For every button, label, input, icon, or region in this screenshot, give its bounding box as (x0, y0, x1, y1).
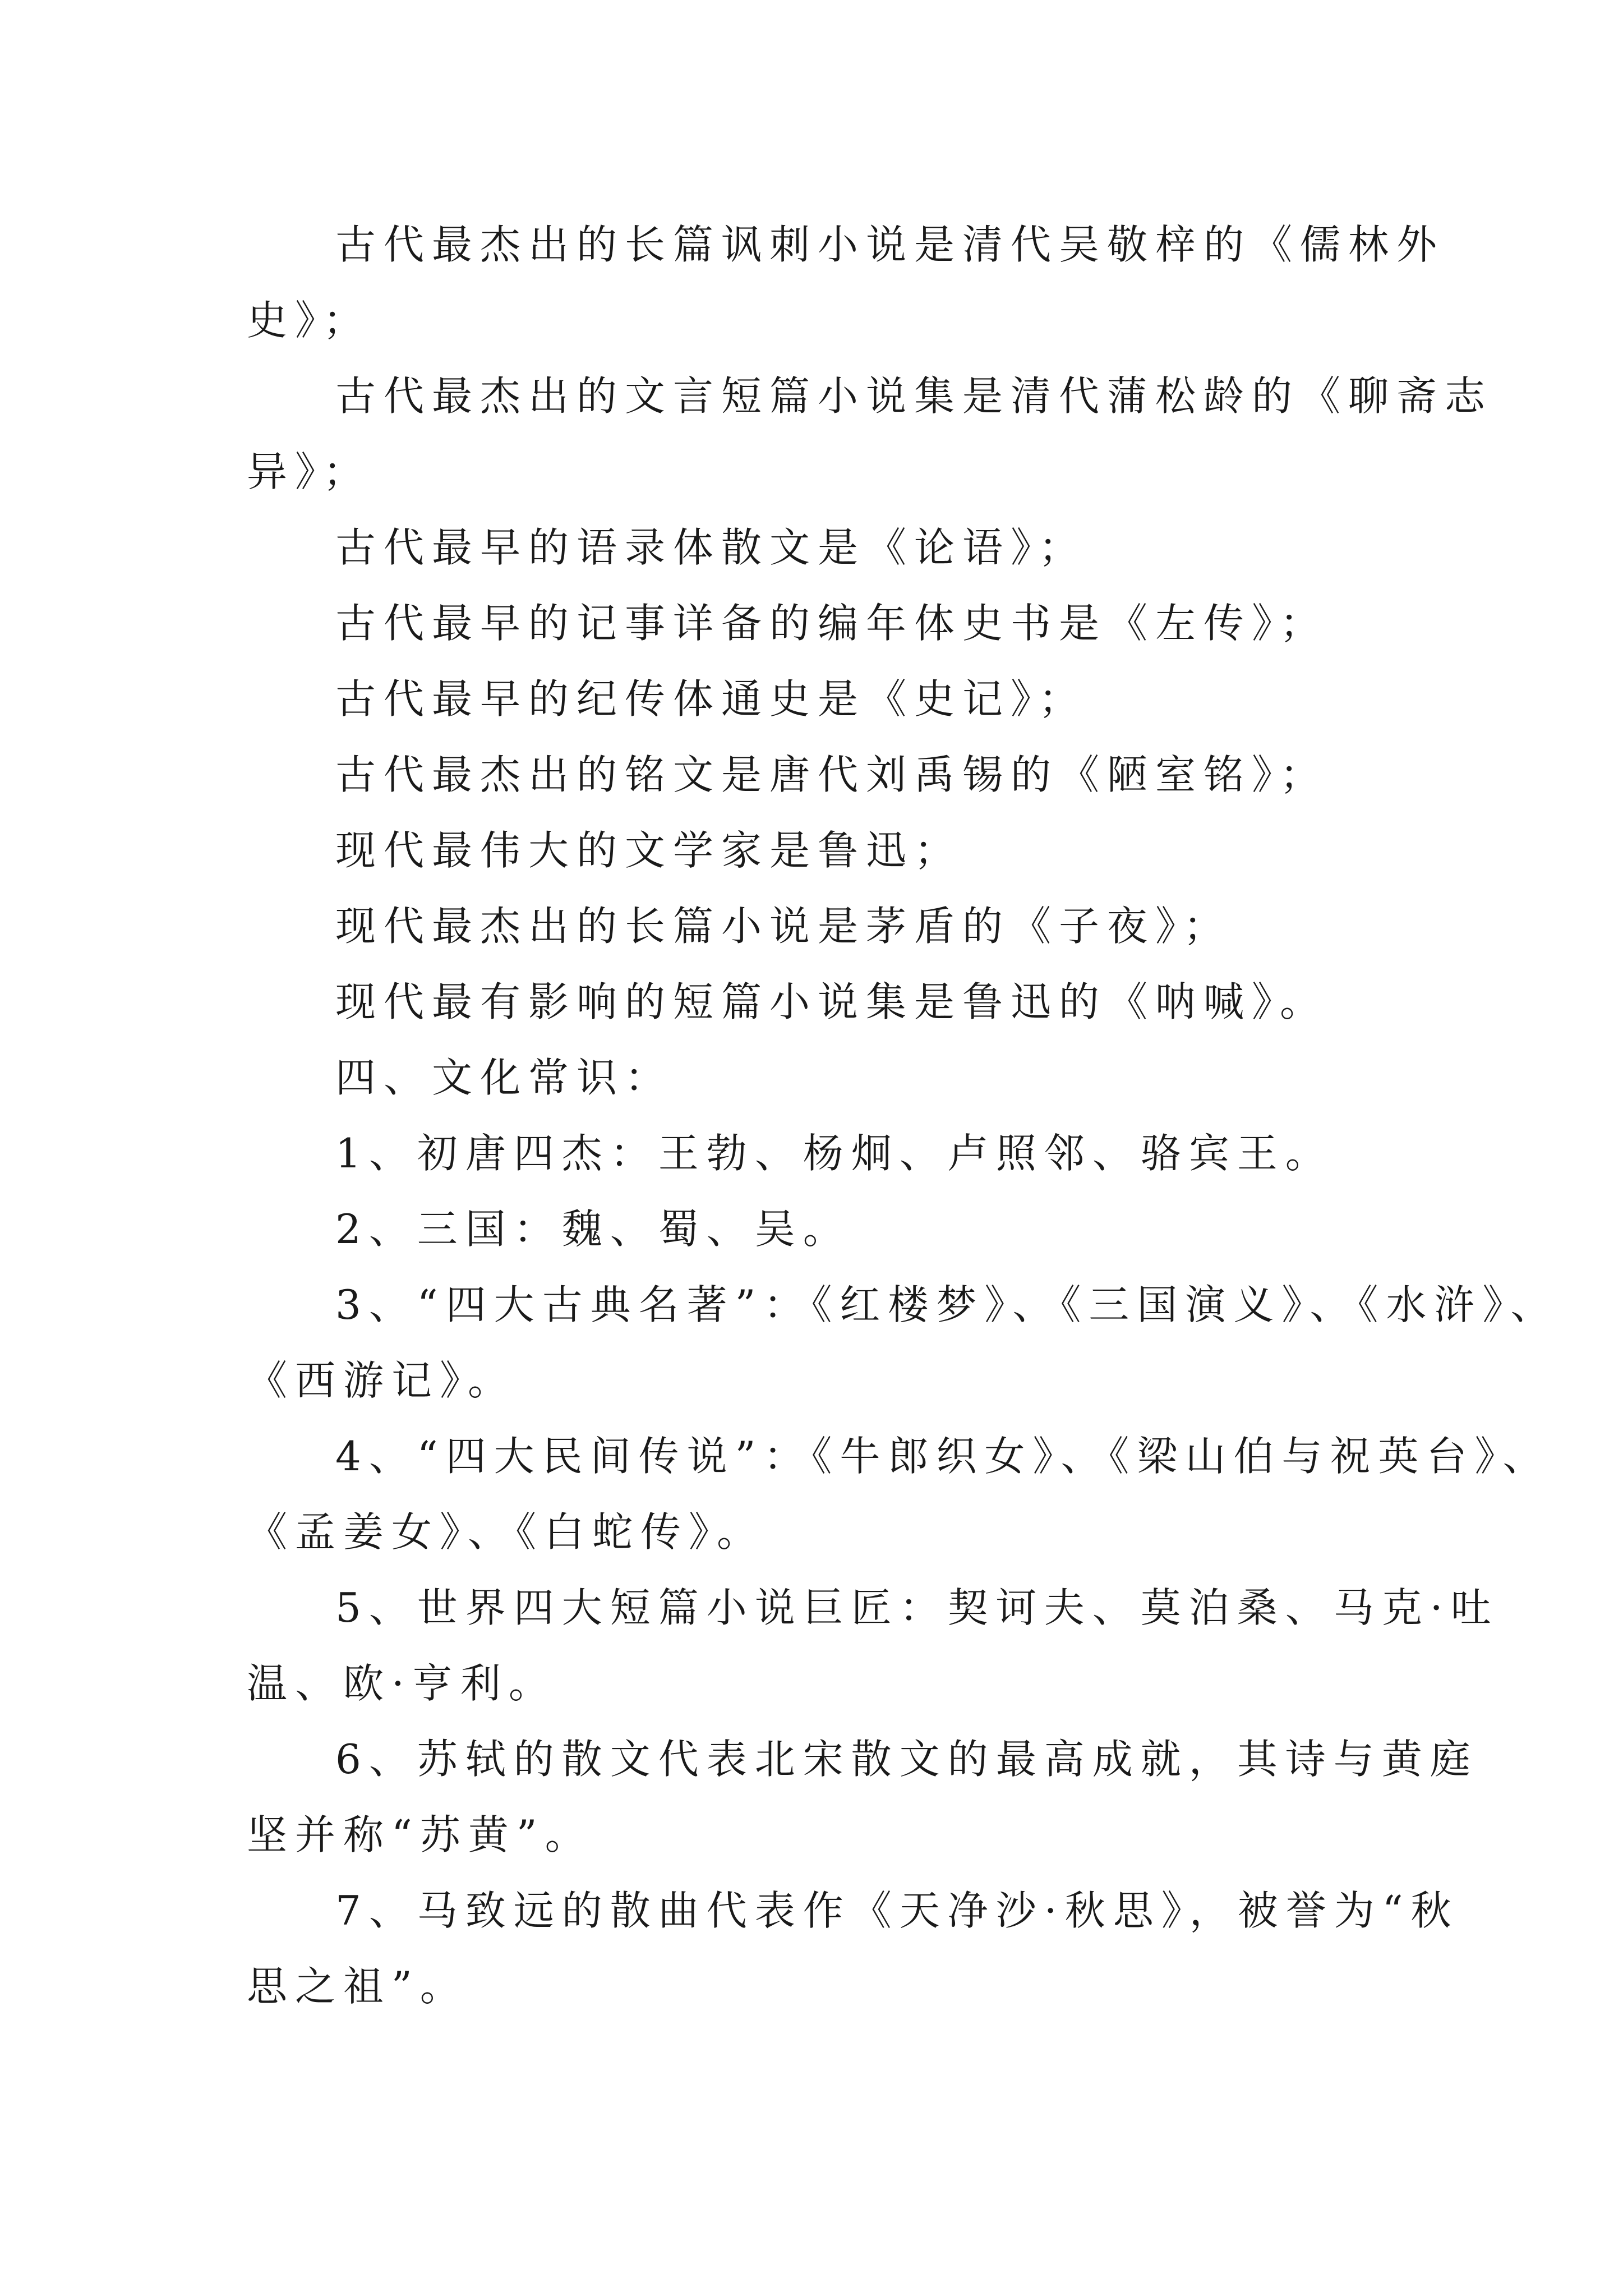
text-line: 5、世界四大短篇小说巨匠：契诃夫、莫泊桑、马克·吐 (335, 1584, 1499, 1631)
text-line: 史》； (247, 297, 372, 344)
text-line: 2、三国：魏、蜀、吴。 (335, 1205, 851, 1253)
text-line: 7、马致远的散曲代表作《天净沙·秋思》，被誉为“秋 (335, 1887, 1459, 1934)
text-line: 《孟姜女》、《白蛇传》。 (247, 1508, 766, 1556)
text-line: 温、欧·亨利。 (247, 1660, 557, 1707)
text-line: 古代最杰出的长篇讽刺小说是清代吴敬梓的《儒林外 (335, 221, 1445, 268)
text-line: 古代最杰出的铭文是唐代刘禹锡的《陋室铭》； (335, 751, 1329, 798)
text-line: 《西游记》。 (247, 1357, 517, 1404)
section-heading: 四、文化常识： (335, 1054, 674, 1101)
text-line: 古代最早的语录体散文是《论语》； (335, 524, 1087, 571)
text-line: 4、“四大民间传说”：《牛郎织女》、《梁山伯与祝英台》、 (335, 1433, 1551, 1480)
text-line: 思之祖”。 (247, 1963, 468, 2010)
text-line: 6、苏轼的散文代表北宋散文的最高成就，其诗与黄庭 (335, 1736, 1478, 1783)
text-line: 坚并称“苏黄”。 (247, 1811, 593, 1858)
text-line: 3、“四大古典名著”：《红楼梦》、《三国演义》、《水浒》、 (335, 1281, 1559, 1328)
text-line: 现代最杰出的长篇小说是茅盾的《子夜》； (335, 903, 1232, 950)
text-line: 古代最杰出的文言短篇小说集是清代蒲松龄的《聊斋志 (335, 372, 1493, 420)
text-line: 古代最早的记事详备的编年体史书是《左传》； (335, 600, 1329, 647)
text-line: 古代最早的纪传体通史是《史记》； (335, 675, 1087, 723)
text-line: 现代最伟大的文学家是鲁迅； (335, 827, 963, 874)
text-line: 现代最有影响的短篇小说集是鲁迅的《呐喊》。 (335, 978, 1329, 1025)
text-line: 异》； (247, 448, 372, 495)
text-line: 1、初唐四杰：王勃、杨炯、卢照邻、骆宾王。 (335, 1130, 1334, 1177)
